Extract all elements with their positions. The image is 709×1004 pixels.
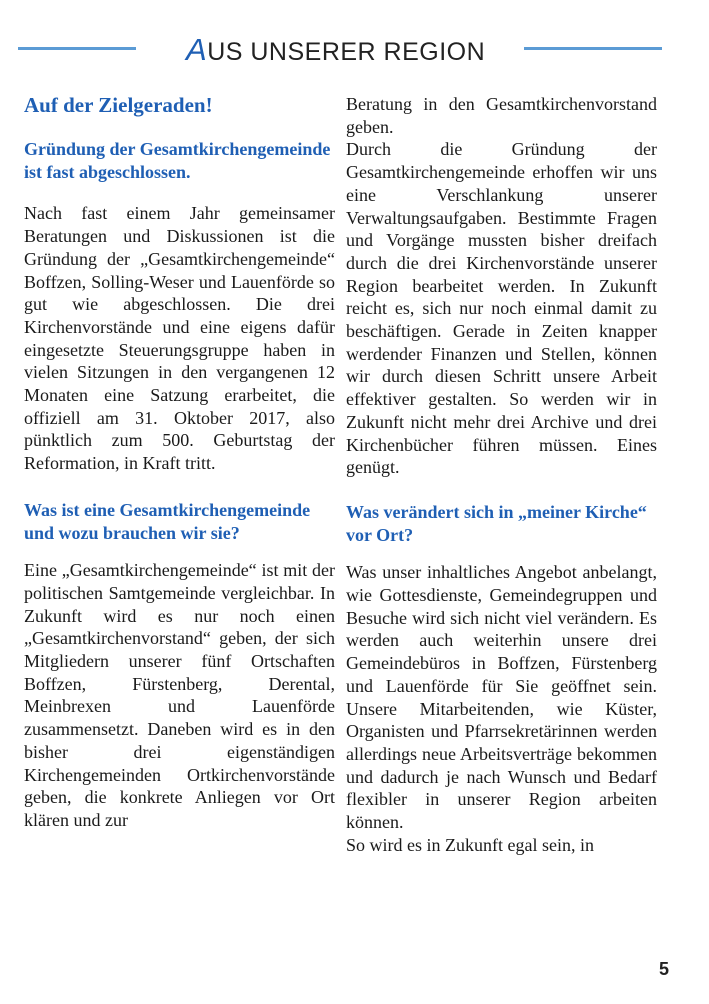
left-column bbox=[24, 88, 335, 832]
section-title bbox=[186, 32, 486, 68]
article-paragraph: Durch die Gründung der Gesamtkirchengemeinde erhoffen wir uns eine Verschlankung unserer Verwaltungsaufgaben. Bestimmte Fragen und Vorgänge mussten bisher dreifach durch die drei Kirchenvorstände unserer Region bearbeitet werden. In Zukunft reicht es, sich nur noch einmal damit zu beschäftigen. Gerade in Zeiten knapper werdender Finanzen und Stellen, können wir durch diesen Schritt unsere Arbeit effektiver gestalten. So werden wir in Zukunft nicht mehr drei Archive und drei Kirchenbücher führen müssen. Eines genügt. bbox=[346, 139, 657, 478]
page-number: 5 bbox=[658, 959, 669, 979]
page-header bbox=[0, 28, 709, 78]
section-title-rest: US UNSERER REGION bbox=[207, 38, 486, 66]
header-rule-right bbox=[524, 47, 662, 50]
article-paragraph: So wird es in Zukunft egal sein, in bbox=[346, 834, 594, 855]
right-column bbox=[346, 88, 657, 857]
article-paragraph: Was unser inhaltliches Angebot anbelangt, wie Gottesdienste, Gemeindegruppen und Besuche wird sich nicht viel verändern. Es werden auch weiterhin unsere drei Gemeindebüros in Boffzen, Fürstenberg und Lauenförde für Sie geöffnet sein. Unsere Mitarbeitenden, wie Küster, Organisten und Pfarrsekretärinnen werden allerdings neue Arbeitsverträge bekommen und dadurch je nach Wunsch und Bedarf flexibler in unserer Region arbeiten können. bbox=[346, 562, 657, 833]
question-heading: Was ist eine Gesamtkirchengemeinde und wozu brauchen wir sie? bbox=[24, 499, 311, 543]
question-heading: Was verändert sich in „meiner Kirche“ vor Ort? bbox=[346, 501, 647, 545]
article-paragraph: Beratung in den Gesamtkirchenvorstand geben. bbox=[346, 94, 657, 137]
article-heading: Auf der Zielgeraden! bbox=[24, 93, 213, 117]
article-paragraph: Nach fast einem Jahr gemeinsamer Beratungen und Diskussionen ist die Gründung der „Gesamtkirchengemeinde“ Boffzen, Solling-Weser und Lauenförde so gut wie abgeschlossen. Die drei Kirchenvorstände und eine eigens dafür eingesetzte Steuerungsgruppe haben in vielen Sitzungen in den vergangenen 12 Monaten eine Satzung erarbeitet, die offiziell am 31. Oktober 2017, also pünktlich zum 500. Geburtstag der Reformation, in Kraft tritt. bbox=[24, 203, 335, 474]
section-title-initial: A bbox=[186, 32, 208, 67]
article-paragraph: Eine „Gesamtkirchengemeinde“ ist mit der politischen Samtgemeinde vergleichbar. In Zukunft wird es nur noch einen „Gesamtkirchenvorstand“ geben, der sich Mitgliedern unserer fünf Ortschaften Boffzen, Fürstenberg, Derental, Meinbrexen und Lauenförde zusammensetzt. Daneben wird es in den bisher drei eigenständigen Kirchengemeinden Ortkirchenvorstände geben, die konkrete Anliegen vor Ort klären und zur bbox=[24, 560, 335, 830]
article-subheading: Gründung der Gesamtkirchengemeinde ist fast abgeschlossen. bbox=[24, 139, 331, 182]
header-rule-left bbox=[18, 47, 136, 50]
